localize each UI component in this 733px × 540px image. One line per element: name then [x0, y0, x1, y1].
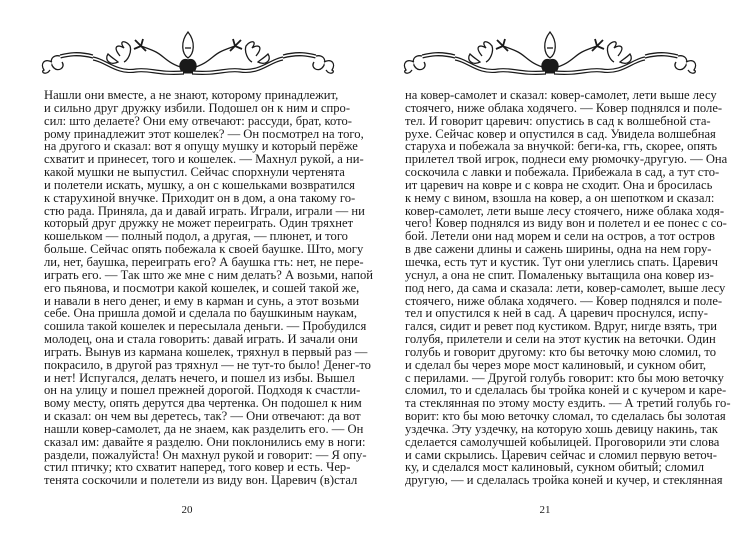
text-line: на другого и сказал: вот я опущу мушку и который перёже — [44, 139, 358, 154]
text-line: тел и опустился к ней в сад. А царевич проснулся, испу- — [405, 306, 708, 321]
text-line: играть его. — Так што же мне с ним делать? А возьми, напой — [44, 267, 374, 282]
text-line: и сами скрылись. Царевич сейчас и сломил первую веточ- — [405, 447, 717, 462]
text-line: себе. Она пришла домой и сделала по баушкиным наукам, — [44, 306, 357, 321]
text-line: на ковер-самолет и сказал: ковер-самолет, лети выше лесу — [405, 88, 717, 102]
text-line: соскочила с лавки и побежала. Прибежала в сад, а тут сто- — [405, 165, 720, 180]
text-line: покрасило, в другой раз тряхнул — не тут-то было! Денег-то — [44, 357, 371, 372]
right-page — [366, 0, 732, 540]
text-line: стоячего, ниже облака ходячего. — Ковер поднялся и поле- — [405, 100, 723, 115]
text-line: и сказал: он чем вы деретесь, так? — Они отвечают: да вот — [44, 409, 361, 424]
page-text — [44, 88, 374, 488]
text-line: сошила такой кошелек и пересылала деньги. — Пробудился — [44, 319, 367, 334]
text-line: сломил, то и сделалась бы тройка коней и с кучером и каре- — [405, 383, 727, 398]
text-line: тенята соскочили и полетели из виду вон. Царевич (в)стал — [44, 473, 358, 488]
text-line: Нашли они вместе, а не знают, которому принадлежит, — [44, 88, 339, 102]
text-line: ли, нет, баушка, переиграть его? А баушка гть: нет, не пере- — [44, 254, 364, 269]
text-line: голубя, прилетели и сели на этот кустик на веточки. Один — [405, 332, 716, 347]
text-line: ковер-самолет, лети выше лесу стоячего, ниже облака ходя- — [405, 203, 725, 218]
text-line: другую, — и сделалась тройка коней и кучер, и стеклянная — [405, 473, 723, 488]
text-line: ворит: кто бы мою веточку сломал, то сделалась бы золотая — [405, 409, 726, 424]
text-line: и навали в него денег, и ему в карман и сунь, а этот возьми — [44, 293, 360, 308]
text-line: шечка, есть тут и кустик. Тут они улеглись спать. Царевич — [405, 254, 718, 269]
text-line: и нет! Испугался, делать нечего, и пошел из избы. Вышел — [44, 370, 355, 385]
text-line: раздели, пожалуйста! Он махнул рукой и говорит: — Я опу- — [44, 447, 367, 462]
text-line: старуха и побежала за внучкой: беги-ка, гть, скорее, опять — [405, 139, 718, 154]
text-line: и сделал бы через море мост калиновый, и сукном обит, — [405, 357, 707, 372]
text-line: бой. Летели они над морем и сели на остров, а тот остров — [405, 229, 715, 244]
text-line: играть. Вынув из кармана кошелек, тряхнул в первый раз — — [44, 344, 368, 359]
text-line: рухе. Сейчас ковер и опустился в сад. Увидела волшебная — [405, 126, 716, 141]
text-line: схватит и принесет, того и кошелек. — Махнул рукой, а ни- — [44, 152, 364, 167]
text-line: сделается самолучшей кобылицей. Проговорили эти слова — [405, 434, 720, 449]
text-line: к нему с вином, взошла на ковер, а он шепотком и сказал: — [405, 190, 715, 205]
text-line: прилетел твой игрок, поднеси ему рюмочку-другую. — Она — [405, 152, 728, 167]
page-number: 20 — [181, 504, 193, 516]
text-line: ит царевич на ковре и с ковра не сходит. Она и бросилась — [405, 177, 713, 192]
text-line: сил: што делаете? Они ему отвечают: рассуди, брат, кото- — [44, 113, 352, 128]
text-line: и сильно друг дружку избили. Подошел он к ним и спро- — [44, 100, 351, 115]
text-line: сказал им: давайте я разделю. Они поклонились ему в ноги: — [44, 434, 366, 449]
text-line: молодец, она и стала говорить: давай играть. И зачали они — [44, 332, 358, 347]
text-line: тел. И говорит царевич: опустись в сад к волшебной ста- — [405, 113, 711, 128]
text-line: и полетели искать, мушку, а он с кошельками возвратился — [44, 177, 355, 192]
text-line: уздечка. Эту уздечку, на которую хошь девицу накинь, так — [405, 421, 718, 436]
text-line: стил птичку; кто схватит наперед, того ковер и есть. Чер- — [44, 460, 351, 475]
text-line: больше. Сейчас опять побежала к своей баушке. Што, могу — [44, 242, 364, 257]
text-line: в две сажени длины и сажень ширины, одна на нем гору- — [405, 242, 712, 257]
text-line: кошельком — полный подол, а другая, — плюнет, и того — [44, 229, 348, 244]
text-line: стю рада. Приняла, да и давай играть. Играли, играли — ни — [44, 203, 365, 218]
page-number: 21 — [539, 504, 551, 516]
text-line: он на улицу и пошел прежней дорогой. Подходя к счастли- — [44, 383, 361, 398]
floral-headpiece-icon — [400, 18, 700, 76]
text-line: какой мушки не выпустил. Сейчас спорхнули чертенята — [44, 165, 345, 180]
text-line: ку, и сделался мост калиновый, сукном обитый; сломил — [405, 460, 704, 475]
text-line: под него, да сама и сказала: лети, ковер-самолет, выше лесу — [405, 280, 726, 295]
text-line: с перилами. — Другой голубь говорит: кто бы мою веточку — [405, 370, 724, 385]
text-line: вому месту, опять дерутся два чертенка. Он подошел к ним — [44, 396, 362, 411]
text-line: чего! Ковер поднялся из виду вон и полетел и ее понес с со- — [405, 216, 727, 231]
floral-headpiece-icon — [38, 18, 338, 76]
text-line: стоячего, ниже облака ходячего. — Ковер поднялся и поле- — [405, 293, 723, 308]
text-line: который друг дружку не может переиграть. Один тряхнет — [44, 216, 354, 231]
text-line: та стеклянная по этому мосту ездить. — А третий голубь го- — [405, 396, 731, 411]
text-line: к старухиной внучке. Приходит он в дом, а она такому го- — [44, 190, 356, 205]
text-line: нашли ковер-самолет, да не знаем, как разделить его. — Он — [44, 421, 364, 436]
text-line: голубь и говорит другому: кто бы веточку мою сломил, то — [405, 344, 716, 359]
text-line: уснул, а она не спит. Помаленьку вытащила она ковер из- — [405, 267, 714, 282]
text-line: гался, сидит и ревет под кустиком. Вдруг, нигде взять, три — [405, 319, 718, 334]
text-line: его пьянова, и посмотри какой кошелек, и сошей такой же, — [44, 280, 360, 295]
text-line: рому принадлежит этот кошелек? — Он посмотрел на того, — [44, 126, 364, 141]
page-text — [405, 88, 731, 488]
